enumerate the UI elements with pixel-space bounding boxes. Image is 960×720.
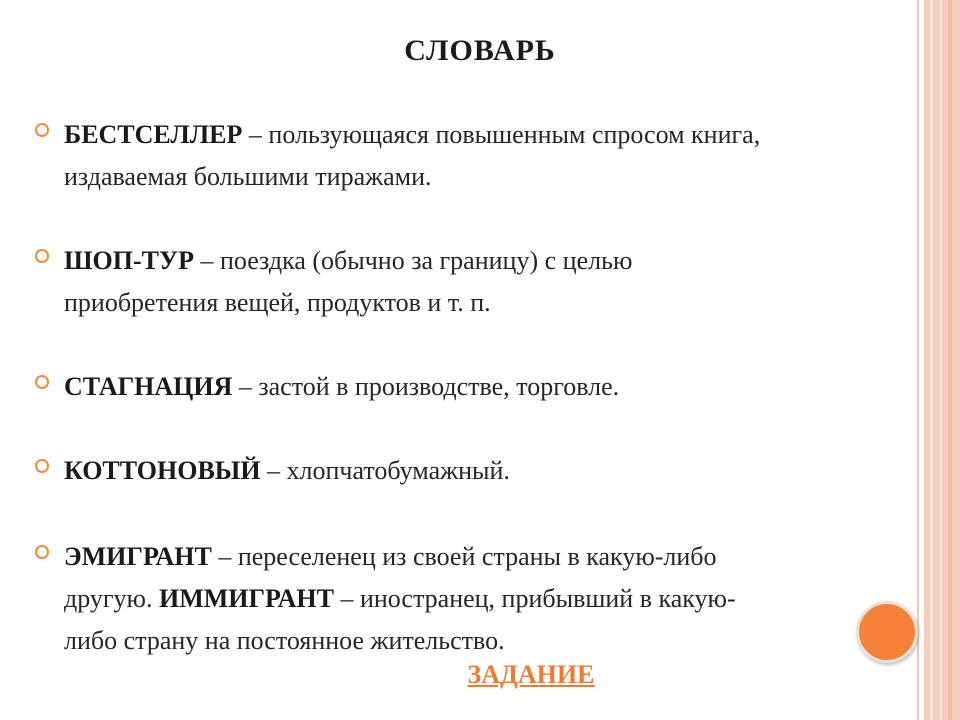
task-link[interactable]: ЗАДАНИЕ [467,660,595,689]
orange-circle-icon [856,601,918,663]
term: БЕСТСЕЛЛЕР [64,120,243,149]
slide-title: СЛОВАРЬ [404,34,556,67]
bullet-circle-icon [35,545,49,559]
border-stripe [948,0,952,720]
definition: – иностранец, прибывший в какую- [333,584,736,613]
bullet-circle-icon [35,375,49,389]
border-stripe [930,0,933,720]
dictionary-entry-stagnation [64,366,904,408]
definition-continued: либо страну на постоянное жительство. [64,626,505,655]
definition: – переселенец из своей страны в какую-либо [211,542,717,571]
definition: – хлопчатобумажный. [260,456,510,485]
definition: – поездка (обычно за границу) с целью [193,246,633,275]
dictionary-entry-shop-tour [64,240,904,324]
term: СТАГНАЦИЯ [64,372,233,401]
definition: – пользующаяся повышенным спросом книга, [242,120,761,149]
term: КОТТОНОВЫЙ [64,456,261,485]
border-stripe [940,0,942,720]
term: ШОП-ТУР [64,246,194,275]
definition-continued: другую. [64,584,159,613]
term-immigrant: ИММИГРАНТ [158,584,334,613]
dictionary-entry-bestseller [64,114,904,198]
dictionary-entry-emigrant [64,536,904,662]
bullet-circle-icon [35,459,49,473]
bullet-circle-icon [35,123,49,137]
term: ЭМИГРАНТ [64,542,212,571]
definition-continued: приобретения вещей, продуктов и т. п. [64,288,491,317]
bullet-circle-icon [35,249,49,263]
dictionary-entry-cotton [64,450,904,492]
right-border-line [917,0,919,720]
definition: – застой в производстве, торговле. [232,372,620,401]
definition-continued: издаваемая большими тиражами. [64,162,432,191]
